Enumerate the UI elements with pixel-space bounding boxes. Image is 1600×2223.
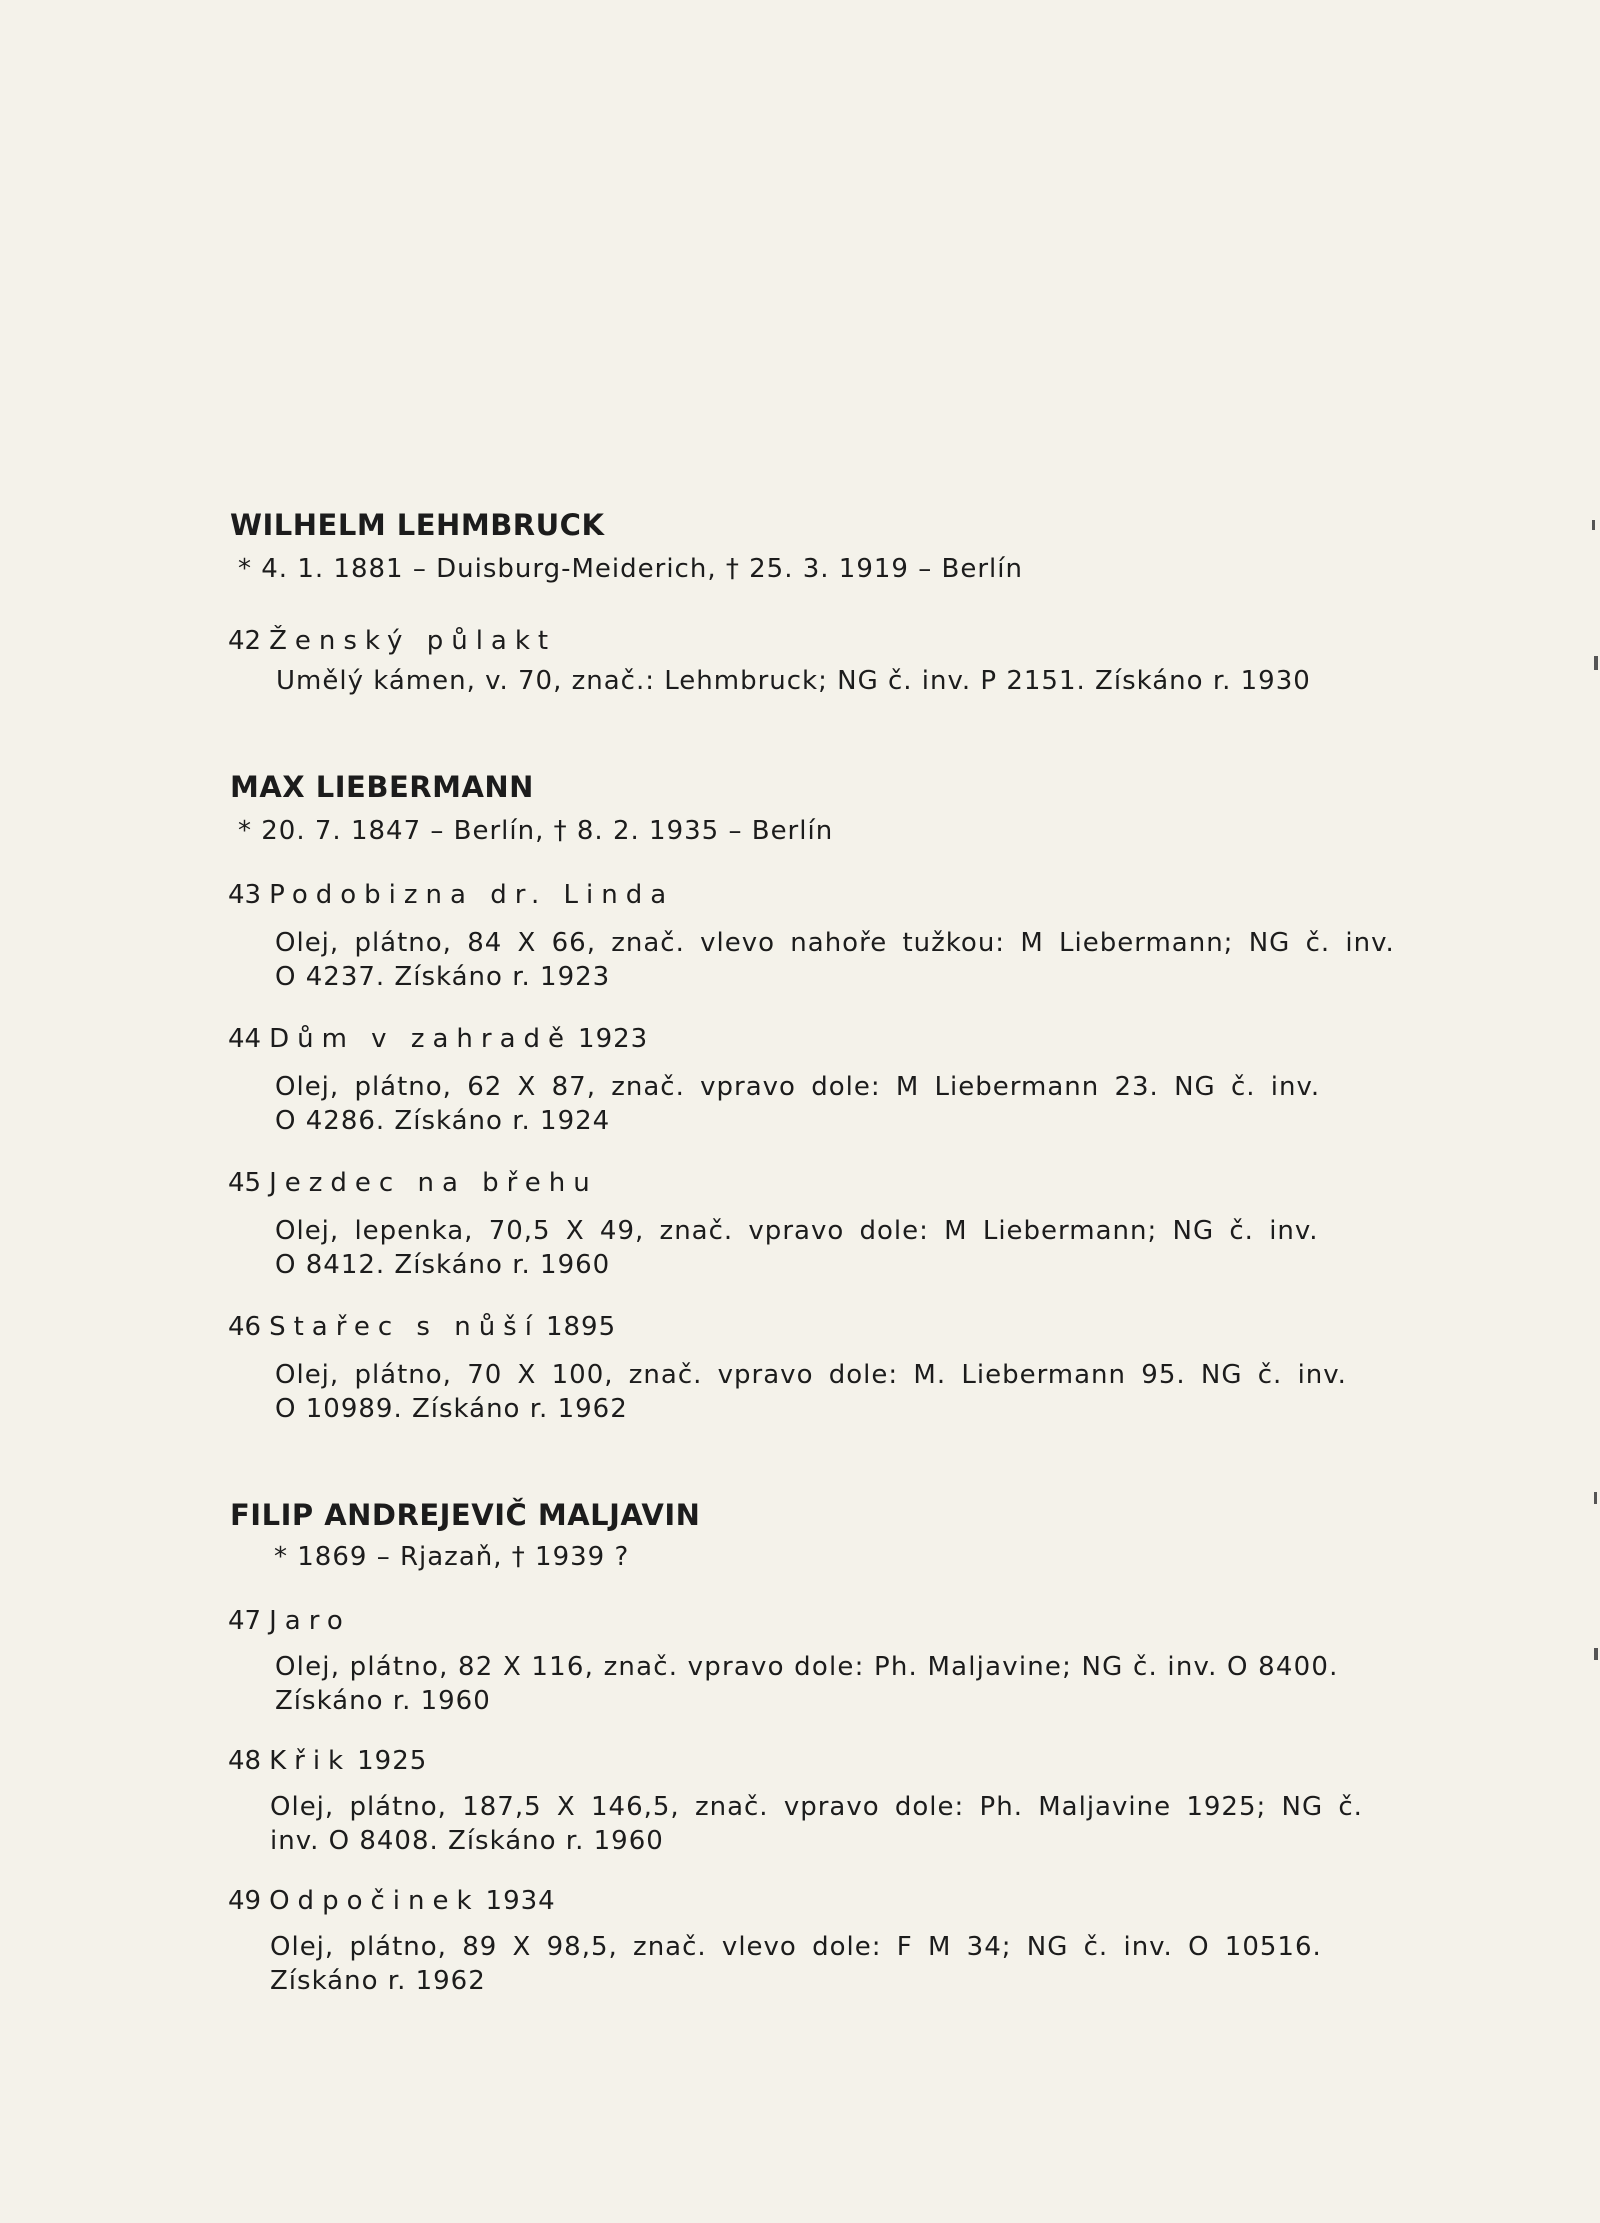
entry-description-line: Získáno r. 1960 bbox=[275, 1686, 491, 1716]
entry-title: Podobizna dr. Linda bbox=[269, 880, 675, 910]
entry-heading bbox=[228, 1168, 598, 1198]
entry-year: 1934 bbox=[485, 1886, 556, 1916]
entry-description-line: O 4286. Získáno r. 1924 bbox=[275, 1106, 611, 1136]
entry-year: 1925 bbox=[357, 1746, 428, 1776]
artist-name: WILHELM LEHMBRUCK bbox=[230, 508, 605, 542]
entry-number: 45 bbox=[228, 1168, 262, 1198]
entry-description-line: Olej, plátno, 82 X 116, znač. vpravo dole: Ph. Maljavine; NG č. inv. O 8400. bbox=[275, 1652, 1339, 1682]
entry-description-line: Olej, plátno, 70 X 100, znač. vpravo dole: M. Liebermann 95. NG č. inv. bbox=[275, 1360, 1347, 1390]
entry-description-line: inv. O 8408. Získáno r. 1960 bbox=[270, 1826, 664, 1856]
entry-title: Odpočinek bbox=[269, 1886, 480, 1916]
entry-heading bbox=[228, 1312, 616, 1342]
entry-number: 48 bbox=[228, 1746, 262, 1776]
entry-heading bbox=[228, 626, 556, 656]
scan-speck bbox=[1592, 520, 1595, 530]
entry-year: 1923 bbox=[578, 1024, 649, 1054]
entry-heading bbox=[228, 1606, 351, 1636]
artist-name: FILIP ANDREJEVIČ MALJAVIN bbox=[230, 1498, 701, 1532]
entry-title: Stařec s nůší bbox=[269, 1312, 540, 1342]
artist-dates: * 20. 7. 1847 – Berlín, † 8. 2. 1935 – Berlín bbox=[238, 816, 834, 846]
scan-speck bbox=[1594, 1648, 1598, 1660]
entry-description-line: Olej, plátno, 84 X 66, znač. vlevo nahoře tužkou: M Liebermann; NG č. inv. bbox=[275, 928, 1395, 958]
entry-title: Jezdec na břehu bbox=[269, 1168, 598, 1198]
entry-description-line: O 10989. Získáno r. 1962 bbox=[275, 1394, 628, 1424]
entry-number: 46 bbox=[228, 1312, 262, 1342]
entry-year: 1895 bbox=[545, 1312, 617, 1342]
entry-heading bbox=[228, 1024, 648, 1054]
artist-name: MAX LIEBERMANN bbox=[230, 770, 534, 804]
entry-title: Křik bbox=[269, 1746, 352, 1776]
entry-number: 44 bbox=[228, 1024, 262, 1054]
entry-description-line: Olej, lepenka, 70,5 X 49, znač. vpravo dole: M Liebermann; NG č. inv. bbox=[275, 1216, 1319, 1246]
entry-title: Ženský půlakt bbox=[269, 626, 557, 656]
entry-heading bbox=[228, 1886, 556, 1916]
entry-description-line: Umělý kámen, v. 70, znač.: Lehmbruck; NG č. inv. P 2151. Získáno r. 1930 bbox=[276, 666, 1311, 696]
entry-description-line: Olej, plátno, 62 X 87, znač. vpravo dole: M Liebermann 23. NG č. inv. bbox=[275, 1072, 1321, 1102]
entry-description-line: Olej, plátno, 89 X 98,5, znač. vlevo dole: F M 34; NG č. inv. O 10516. bbox=[270, 1932, 1322, 1962]
entry-description-line: O 4237. Získáno r. 1923 bbox=[275, 962, 611, 992]
scan-speck bbox=[1594, 1492, 1597, 1504]
entry-number: 49 bbox=[228, 1886, 262, 1916]
entry-number: 47 bbox=[228, 1606, 262, 1636]
entry-description-line: O 8412. Získáno r. 1960 bbox=[275, 1250, 611, 1280]
entry-heading bbox=[228, 1746, 427, 1776]
entry-number: 43 bbox=[228, 880, 262, 910]
entry-description-line: Olej, plátno, 187,5 X 146,5, znač. vpravo dole: Ph. Maljavine 1925; NG č. bbox=[270, 1792, 1363, 1822]
entry-heading bbox=[228, 880, 674, 910]
entry-number: 42 bbox=[228, 626, 262, 656]
artist-dates: * 1869 – Rjazaň, † 1939 ? bbox=[274, 1542, 630, 1572]
entry-title: Jaro bbox=[269, 1606, 351, 1636]
entry-description-line: Získáno r. 1962 bbox=[270, 1966, 486, 1996]
artist-dates: * 4. 1. 1881 – Duisburg-Meiderich, † 25. 3. 1919 – Berlín bbox=[238, 554, 1023, 584]
scan-speck bbox=[1594, 656, 1598, 670]
entry-title: Dům v zahradě bbox=[269, 1024, 573, 1054]
